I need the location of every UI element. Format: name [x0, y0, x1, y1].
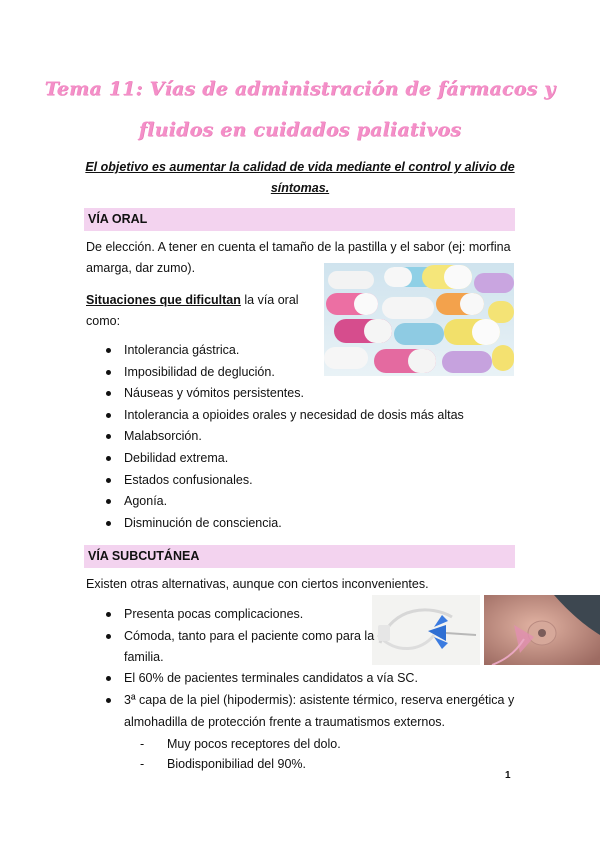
- list-item: Cómoda, tanto para el paciente como para la: [86, 626, 516, 648]
- oral-intro-line-2: amarga, dar zumo).: [86, 261, 196, 275]
- list-item: Agonía.: [86, 491, 516, 513]
- subcutaneous-item-continuation-2: almohadilla de protección frente a traumatismos externos.: [124, 715, 445, 729]
- list-item: Náuseas y vómitos persistentes.: [86, 383, 516, 405]
- oral-difficulties-list: [86, 340, 516, 534]
- list-item: Intolerancia gástrica.: [86, 340, 516, 362]
- subcutaneous-sublist: [136, 734, 516, 774]
- list-item: Intolerancia a opioides orales y necesidad de dosis más altas: [86, 405, 516, 427]
- section-bar-oral: [84, 208, 515, 231]
- subcutaneous-list: [86, 604, 516, 647]
- list-item: Presenta pocas complicaciones.: [86, 604, 516, 626]
- situations-label: Situaciones que dificultan: [86, 293, 241, 307]
- list-item: Malabsorción.: [86, 426, 516, 448]
- subcutaneous-item-continuation: familia.: [124, 650, 164, 664]
- subcutaneous-list-2: [86, 668, 516, 711]
- section-heading-oral: VÍA ORAL: [88, 212, 148, 226]
- list-item: 3ª capa de la piel (hipodermis): asistente térmico, reserva energética y: [86, 690, 516, 712]
- situations-rest: la vía oral: [240, 293, 299, 307]
- oral-situations-line-1: [86, 290, 318, 311]
- document-title-line-1: Tema 11: Vías de administración de fármacos y: [44, 78, 556, 100]
- oral-intro-line-1: De elección. A tener en cuenta el tamaño de la pastilla y el sabor (ej: morfina: [86, 240, 511, 254]
- list-item: Disminución de consciencia.: [86, 513, 516, 535]
- subcutaneous-intro: Existen otras alternativas, aunque con ciertos inconvenientes.: [86, 577, 429, 591]
- section-heading-subcutaneous: VÍA SUBCUTÁNEA: [88, 549, 200, 563]
- list-item: El 60% de pacientes terminales candidatos a vía SC.: [86, 668, 516, 690]
- list-item: Imposibilidad de deglución.: [86, 362, 516, 384]
- list-item: Estados confusionales.: [86, 470, 516, 492]
- document-title-line-2: fluidos en cuidados paliativos: [138, 119, 462, 141]
- objective-line-1: El objetivo es aumentar la calidad de vida mediante el control y alivio de: [85, 160, 515, 174]
- objective-line-2: síntomas.: [270, 181, 330, 195]
- list-item: Debilidad extrema.: [86, 448, 516, 470]
- list-item: - Muy pocos receptores del dolo.: [136, 734, 516, 754]
- list-item: - Biodisponibiliad del 90%.: [136, 754, 516, 774]
- oral-situations-line-2: como:: [86, 314, 121, 328]
- page-number: 1: [505, 770, 511, 781]
